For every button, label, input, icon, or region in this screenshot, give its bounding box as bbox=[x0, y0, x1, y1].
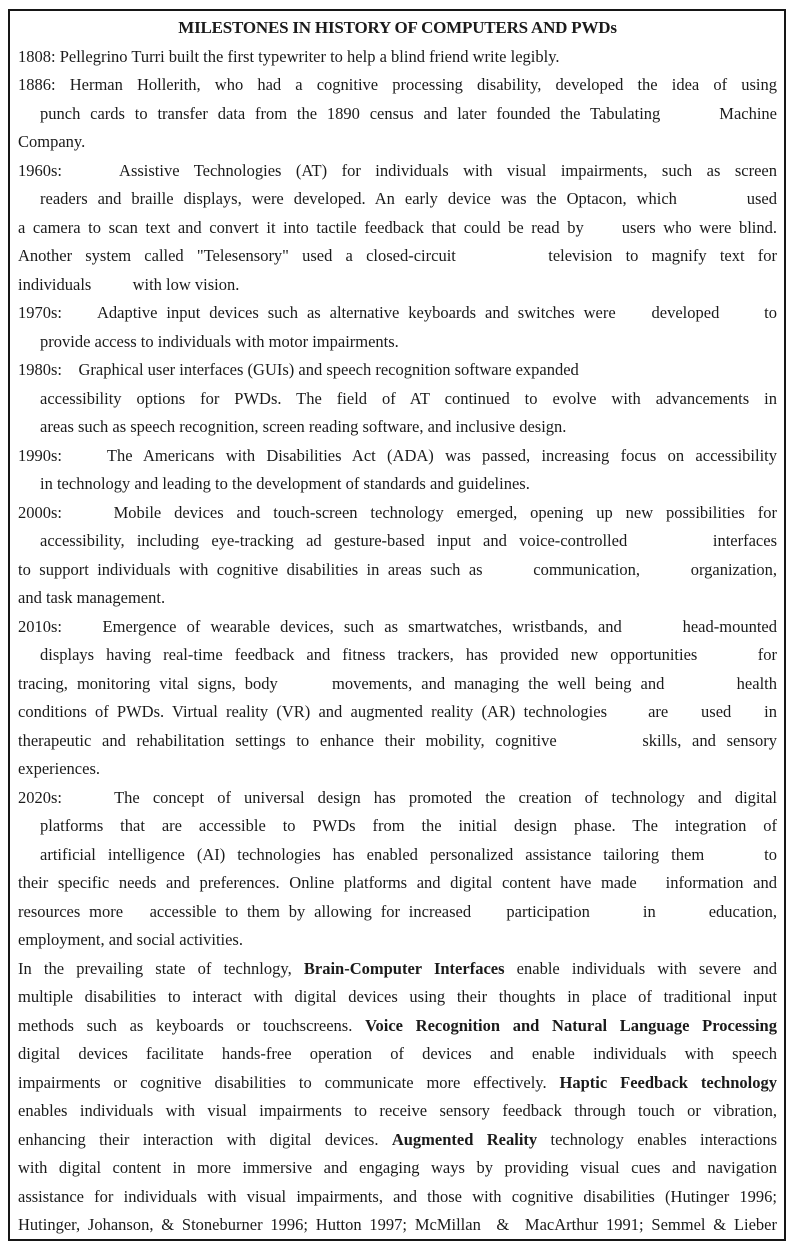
text-line bbox=[18, 527, 777, 556]
text-segment: assistance for individuals with visual impairments, and those with cognitive disabilities (Hutinger 1996; bbox=[18, 1186, 777, 1206]
text-line bbox=[18, 1183, 777, 1212]
text-segment: 1980s: Graphical user interfaces (GUIs) and speech recognition software expanded bbox=[18, 360, 579, 379]
text-line bbox=[18, 727, 777, 756]
text-line bbox=[18, 983, 777, 1012]
text-line bbox=[18, 1040, 777, 1069]
bold-text-segment: Brain-Computer Interfaces bbox=[303, 958, 505, 978]
text-segment: enable individuals with severe and bbox=[504, 958, 777, 978]
text-line bbox=[18, 869, 777, 898]
text-segment: areas such as speech recognition, screen reading software, and inclusive design. bbox=[40, 417, 567, 436]
text-line bbox=[18, 442, 777, 471]
text-segment: 1808: Pellegrino Turri built the first typewriter to help a blind friend write legibly. bbox=[18, 46, 560, 66]
text-segment: with digital content in more immersive and engaging ways by providing visual cues and navigation bbox=[18, 1158, 777, 1177]
text-segment: 1886: Herman Hollerith, who had a cognitive processing disability, developed the idea of using bbox=[18, 75, 777, 94]
text-segment: readers and braille displays, were developed. An early device was the Optacon, which used bbox=[40, 189, 777, 208]
text-segment: conditions of PWDs. Virtual reality (VR) and augmented reality (AR) technologies are used in bbox=[18, 702, 777, 721]
text-line bbox=[18, 1069, 777, 1098]
text-line bbox=[18, 1154, 777, 1183]
document-body bbox=[18, 43, 777, 1240]
text-line bbox=[18, 214, 777, 243]
text-line bbox=[18, 328, 777, 357]
text-segment: artificial intelligence (AI) technologies has enabled personalized assistance tailoring them to bbox=[40, 844, 777, 864]
text-line bbox=[18, 1012, 777, 1041]
text-line bbox=[18, 299, 777, 328]
text-line bbox=[18, 1097, 777, 1126]
document-page bbox=[18, 14, 777, 1240]
text-segment: enhancing their interaction with digital devices. bbox=[18, 1129, 392, 1149]
text-segment: to support individuals with cognitive disabilities in areas such as communication, organization, bbox=[18, 559, 777, 579]
text-segment: digital devices facilitate hands-free operation of devices and enable individuals with speech bbox=[18, 1044, 777, 1063]
text-segment: provide access to individuals with motor impairments. bbox=[40, 331, 399, 351]
text-line bbox=[18, 242, 777, 271]
text-line bbox=[18, 641, 777, 670]
text-line bbox=[18, 470, 777, 499]
text-segment: technology enables interactions bbox=[537, 1129, 777, 1149]
text-line bbox=[18, 356, 777, 385]
text-segment: methods such as keyboards or touchscreens. bbox=[18, 1015, 366, 1035]
text-line bbox=[18, 43, 777, 72]
text-segment: 1970s: Adaptive input devices such as alternative keyboards and switches were developed to bbox=[18, 303, 777, 322]
text-line bbox=[18, 71, 777, 100]
text-segment: 2020s: The concept of universal design has promoted the creation of technology and digital bbox=[18, 787, 777, 807]
text-segment: Company. bbox=[18, 132, 86, 151]
text-line bbox=[18, 1126, 777, 1155]
text-line bbox=[18, 413, 777, 442]
text-segment: employment, and social activities. bbox=[18, 930, 243, 949]
text-segment: 1960s: Assistive Technologies (AT) for individuals with visual impairments, such as screen bbox=[18, 160, 777, 180]
text-segment: enables individuals with visual impairments to receive sensory feedback through touch or vibration, bbox=[18, 1101, 777, 1120]
text-segment: 2000s: Mobile devices and touch-screen technology emerged, opening up new possibilities for bbox=[18, 502, 777, 522]
bold-text-segment: Haptic Feedback technology bbox=[559, 1072, 777, 1092]
text-line bbox=[18, 698, 777, 727]
text-segment: in technology and leading to the development of standards and guidelines. bbox=[40, 474, 530, 493]
text-line bbox=[18, 271, 777, 300]
text-line bbox=[18, 955, 777, 984]
text-line bbox=[18, 556, 777, 585]
text-segment: tracing, monitoring vital signs, body movements, and managing the well being and health bbox=[18, 673, 777, 693]
text-segment: their specific needs and preferences. Online platforms and digital content have made information and bbox=[18, 873, 777, 892]
text-segment: therapeutic and rehabilitation settings to enhance their mobility, cognitive skills, and sensory bbox=[18, 730, 777, 750]
text-line bbox=[18, 499, 777, 528]
text-segment: In the prevailing state of technlogy, bbox=[18, 958, 304, 978]
text-segment: individuals with low vision. bbox=[18, 274, 240, 294]
text-line bbox=[18, 385, 777, 414]
bold-text-segment: Augmented Reality bbox=[391, 1129, 538, 1149]
text-line bbox=[18, 670, 777, 699]
text-line bbox=[18, 784, 777, 813]
text-line bbox=[18, 898, 777, 927]
text-line bbox=[18, 926, 777, 955]
text-line bbox=[18, 1211, 777, 1240]
text-line bbox=[18, 128, 777, 157]
text-line bbox=[18, 185, 777, 214]
text-line bbox=[18, 100, 777, 129]
text-segment: and task management. bbox=[18, 588, 166, 607]
text-line bbox=[18, 613, 777, 642]
text-segment: accessibility options for PWDs. The field of AT continued to evolve with advancements in bbox=[40, 388, 777, 408]
text-segment: punch cards to transfer data from the 1890 census and later founded the Tabulating Machine bbox=[40, 103, 777, 123]
bold-text-segment: Voice Recognition and Natural Language Processing bbox=[365, 1015, 777, 1035]
text-segment: experiences. bbox=[18, 759, 100, 778]
text-segment: accessibility, including eye-tracking ad gesture-based input and voice-controlled interfaces bbox=[40, 531, 777, 550]
text-segment: platforms that are accessible to PWDs from the initial design phase. The integration of bbox=[40, 816, 777, 835]
text-segment: multiple disabilities to interact with digital devices using their thoughts in place of traditional input bbox=[18, 987, 777, 1006]
text-segment: impairments or cognitive disabilities to communicate more effectively. bbox=[18, 1072, 560, 1092]
document-title: MILESTONES IN HISTORY OF COMPUTERS AND PWDs bbox=[178, 18, 617, 37]
text-line bbox=[18, 841, 777, 870]
text-segment: Hutinger, Johanson, & Stoneburner 1996; Hutton 1997; McMillan & MacArthur 1991; Semmel & Lieber bbox=[18, 1215, 777, 1234]
text-line bbox=[18, 755, 777, 784]
text-segment: 1990s: The Americans with Disabilities Act (ADA) was passed, increasing focus on accessibility bbox=[18, 445, 777, 465]
text-segment: Another system called "Telesensory" used a closed-circuit television to magnify text for bbox=[18, 246, 777, 265]
text-segment: 2010s: Emergence of wearable devices, such as smartwatches, wristbands, and head-mounted bbox=[18, 616, 777, 636]
text-line bbox=[18, 157, 777, 186]
text-segment: resources more accessible to them by allowing for increased participation in education, bbox=[18, 901, 777, 921]
text-segment: a camera to scan text and convert it into tactile feedback that could be read by users who were blind. bbox=[18, 217, 777, 237]
text-segment: displays having real-time feedback and fitness trackers, has provided new opportunities for bbox=[40, 645, 777, 664]
text-line bbox=[18, 584, 777, 613]
text-line bbox=[18, 812, 777, 841]
